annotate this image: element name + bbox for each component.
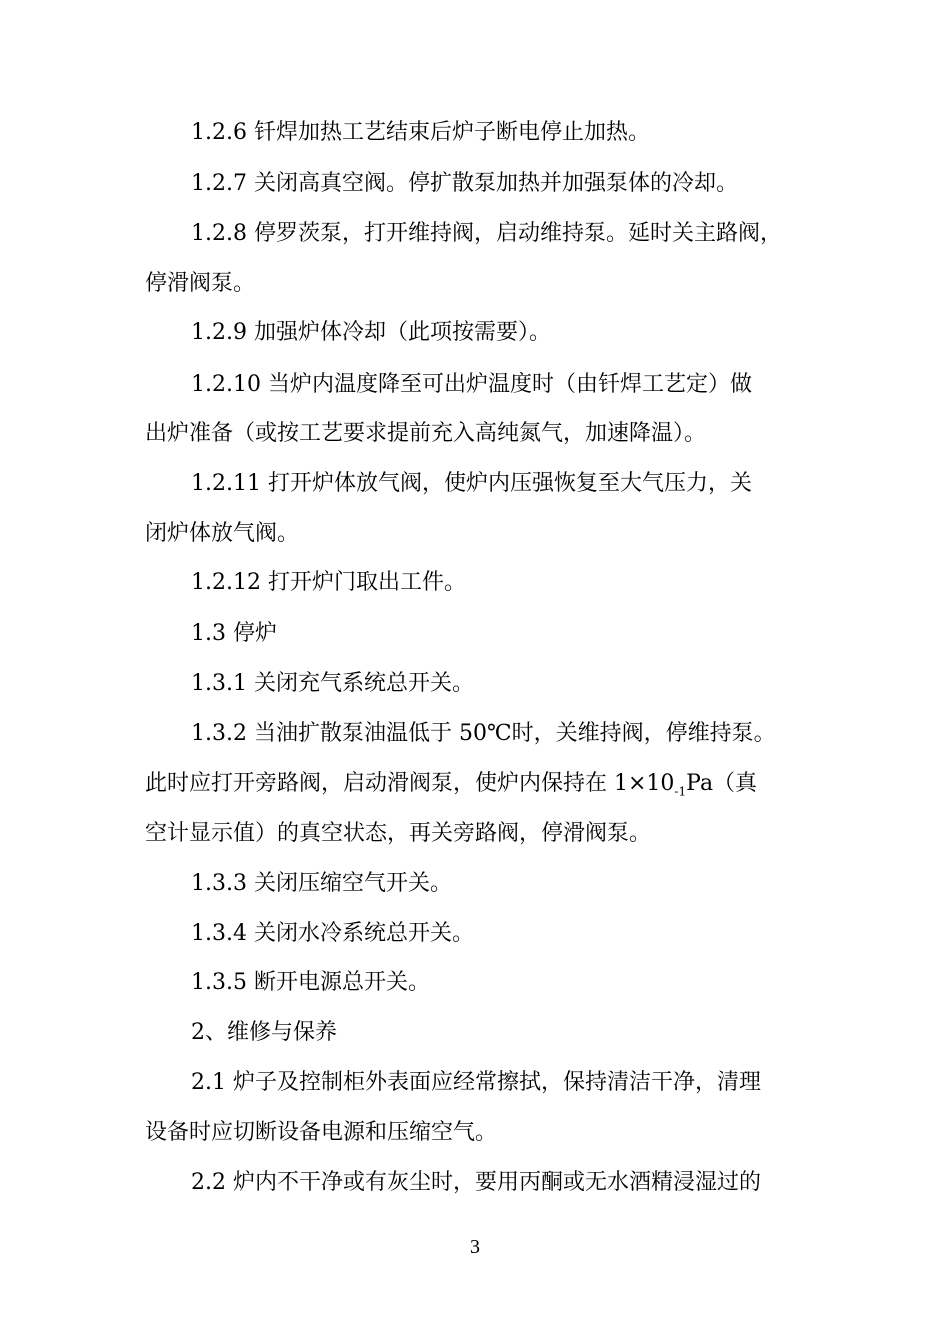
paragraph-line: 1.3.1 关闭充气系统总开关。	[191, 671, 474, 696]
exponent-text: -1	[674, 784, 687, 799]
paragraph-line	[145, 769, 757, 806]
section-heading: 1.3 停炉	[191, 621, 277, 646]
paragraph-line: 1.3.5 断开电源总开关。	[191, 970, 430, 995]
paragraph-line: 1.3.4 关闭水冷系统总开关。	[191, 921, 474, 946]
paragraph-line: 1.2.6 钎焊加热工艺结束后炉子断电停止加热。	[191, 120, 650, 145]
paragraph-line: 设备时应切断设备电源和压缩空气。	[145, 1120, 498, 1145]
paragraph-line: 出炉准备（或按工艺要求提前充入高纯氮气，加速降温）。	[145, 421, 707, 446]
paragraph-line: 空计显示值）的真空状态，再关旁路阀，停滑阀泵。	[145, 821, 652, 846]
paragraph-line: 1.3.2 当油扩散泵油温低于 50℃时，关维持阀，停维持泵。	[191, 721, 776, 746]
paragraph-line: 2.2 炉内不干净或有灰尘时，要用丙酮或无水酒精浸湿过的	[191, 1170, 761, 1195]
paragraph-line: 1.2.7 关闭高真空阀。停扩散泵加热并加强泵体的冷却。	[191, 171, 738, 196]
line-text: Pa（真	[686, 771, 758, 796]
paragraph-line: 1.2.10 当炉内温度降至可出炉温度时（由钎焊工艺定）做	[191, 372, 752, 397]
paragraph-line: 2.1 炉子及控制柜外表面应经常擦拭，保持清洁干净，清理	[191, 1070, 761, 1095]
page-number: 3	[470, 1236, 480, 1258]
paragraph-line: 停滑阀泵。	[145, 271, 256, 296]
paragraph-line: 1.2.12 打开炉门取出工件。	[191, 570, 466, 595]
paragraph-line: 1.2.11 打开炉体放气阀，使炉内压强恢复至大气压力，关	[191, 471, 752, 496]
paragraph-line: 1.2.8 停罗茨泵，打开维持阀，启动维持泵。延时关主路阀，	[191, 221, 782, 246]
paragraph-line: 1.3.3 关闭压缩空气开关。	[191, 871, 452, 896]
paragraph-line: 1.2.9 加强炉体冷却（此项按需要）。	[191, 320, 551, 345]
section-heading: 2、维修与保养	[191, 1020, 337, 1045]
paragraph-line: 闭炉体放气阀。	[145, 521, 300, 546]
line-text: 此时应打开旁路阀，启动滑阀泵，使炉内保持在 1×10	[145, 771, 675, 796]
